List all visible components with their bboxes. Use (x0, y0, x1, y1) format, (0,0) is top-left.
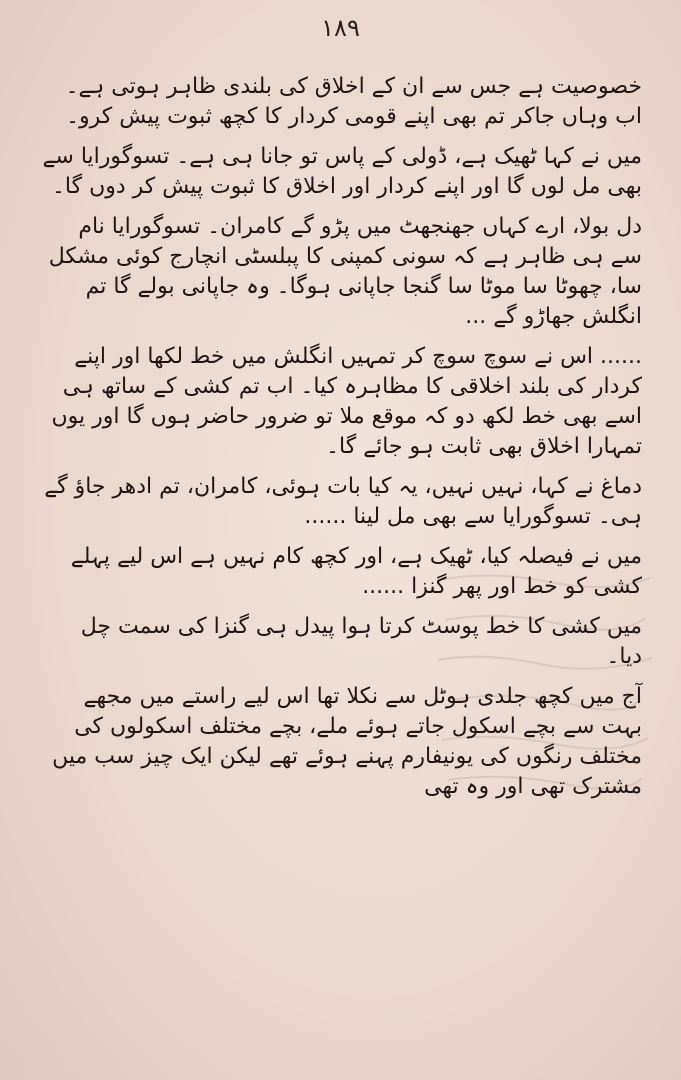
paragraph-3: دل بولا، ارے کہاں جھنجھٹ میں پڑو گے کامران۔ تسوگورایا نام سے ہی ظاہر ہے کہ سونی کمپنی کا پبلسٹی انچارج کوئی مشکل سا، چھوٹا سا موٹا سا گنجا جاپانی ہوگا۔ وہ جاپانی بولے گا تم انگلش جھاڑو گے ... (48, 214, 642, 329)
body-text (42, 72, 642, 812)
paragraph-2: میں نے کہا ٹھیک ہے، ڈولی کے پاس تو جانا ہی ہے۔ تسوگورایا سے بھی مل لوں گا اور اپنے کردار اور اخلاق کا ثبوت پیش کر دوں گا۔ (42, 144, 642, 199)
paragraph-6: میں نے فیصلہ کیا، ٹھیک ہے، اور کچھ کام نہیں ہے اس لیے پہلے کشی کو خط اور پھر گنزا ...... (70, 544, 642, 599)
paragraph-8: آج میں کچھ جلدی ہوٹل سے نکلا تھا اس لیے راستے میں مجھے بہت سے بچے اسکول جاتے ہوئے ملے، بچے مختلف اسکولوں کی مختلف رنگوں کی یونیفارم پہنے ہوئے تھے لیکن ایک چیز سب میں مشترک تھی اور وہ تھی (52, 684, 642, 799)
paragraph-4: ...... اس نے سوچ سوچ کر تمہیں انگلش میں خط لکھا اور اپنے کردار کی بلند اخلاقی کا مظاہرہ کیا۔ اب تم کشی کے ساتھ ہی اسے بھی خط لکھ دو کہ موقع ملا تو ضرور حاضر ہوں گا اور یوں تمہارا اخلاق بھی ثابت ہو جائے گا۔ (51, 344, 642, 459)
page-number: ۱۸۹ (321, 14, 360, 42)
paragraph-1: خصوصیت ہے جس سے ان کے اخلاق کی بلندی ظاہر ہوتی ہے۔ اب وہاں جاکر تم بھی اپنے قومی کردار کا کچھ ثبوت پیش کرو۔ (65, 74, 642, 129)
paragraph-5: دماغ نے کہا، نہیں نہیں، یہ کیا بات ہوئی، کامران، تم ادھر جاؤ گے ہی۔ تسوگورایا سے بھی مل لینا ...... (44, 474, 642, 529)
paragraph-7: میں کشی کا خط پوسٹ کرتا ہوا پیدل ہی گنزا کی سمت چل دیا۔ (80, 614, 642, 669)
